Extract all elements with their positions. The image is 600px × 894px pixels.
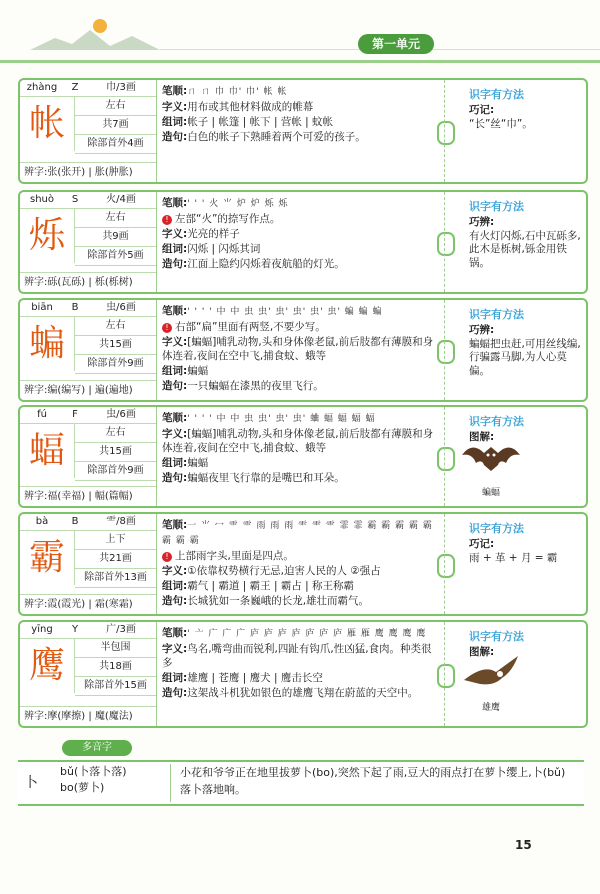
radical: ⻗/8画 [106, 516, 136, 527]
char-stats [75, 317, 156, 374]
char-card [18, 190, 588, 294]
sentence-label: 造句: [162, 687, 188, 699]
words: 帐子 | 帐篷 | 帐下 | 营帐 | 蚊帐 [187, 116, 334, 128]
duoyin-sentence: 小花和爷爷正在地里拔萝卜(bo),突然下起了雨,豆大的雨点打在萝卜缨上,卜(bǔ)落卜落地响。 [180, 766, 566, 796]
tip-title: 识字有方法 [469, 522, 524, 535]
sentence-label: 造句: [162, 131, 188, 143]
tip-text: 雨 + 革 + 月 = 霸 [469, 551, 558, 564]
stroke-order: ' ' ' ' 中 中 虫 虫' 虫' 虫' 蛐 蝠 蝠 蝠 蝠 [187, 414, 376, 424]
other-strokes: 除部首外4画 [75, 135, 156, 154]
warning-icon: ! [162, 323, 172, 333]
char-card [18, 298, 588, 402]
radical: 虫/6画 [106, 409, 136, 420]
sentence: 这架战斗机犹如银色的雄鹰飞翔在蔚蓝的天空中。 [187, 687, 419, 699]
total-strokes: 共15画 [75, 443, 156, 462]
tip-title: 识字有方法 [469, 415, 524, 428]
warning-text: 右部“扁”里面有两竖,不要少写。 [175, 321, 326, 333]
tip-label: 图解: [469, 431, 495, 443]
char-stats [75, 424, 156, 481]
strokes-label: 笔顺: [162, 519, 188, 531]
sentence: 江面上隐约闪烁着夜航船的灯光。 [187, 258, 345, 270]
strokes-label: 笔顺: [162, 412, 188, 424]
meaning: [蝙蝠]哺乳动物,头和身体像老鼠,前后肢都有薄膜和身体连着,夜间在空中飞,捕食蚊、蛾等 [162, 336, 434, 362]
sentence-label: 造句: [162, 258, 188, 270]
char-info [20, 300, 157, 400]
meaning-label: 字义: [162, 101, 188, 113]
image-caption: 雄鹰 [481, 703, 500, 713]
main-char: 霸 [20, 531, 75, 585]
strokes-label: 笔顺: [162, 85, 188, 97]
char-info [20, 514, 157, 614]
char-stats [75, 97, 156, 154]
tip-label: 巧记: [469, 538, 495, 550]
radical: 巾/3画 [106, 82, 136, 93]
unit-label: 第一单元 [358, 34, 434, 54]
char-details [162, 411, 440, 486]
structure: 左右 [75, 317, 156, 336]
structure: 左右 [75, 209, 156, 228]
tip-panel [444, 192, 587, 292]
page-number: 15 [515, 838, 532, 852]
sentence: 长城犹如一条巍峨的长龙,雄壮而霸气。 [187, 595, 370, 607]
sentence: 蝙蝠夜里飞行靠的是嘴巴和耳朵。 [187, 472, 345, 484]
radical: 火/4画 [106, 194, 136, 205]
tip-label: 图解: [469, 646, 495, 658]
index-letter: F [72, 409, 78, 420]
duoyin-char: 卜 [24, 775, 38, 791]
warning-text: 上部雨字头,里面是四点。 [175, 550, 294, 562]
bianzi: 辨字:张(张开) | 胀(肿胀) [20, 162, 156, 182]
mountain-decoration [0, 0, 600, 60]
words-label: 组词: [162, 365, 188, 377]
tip-label: 巧辨: [469, 216, 495, 228]
tip-title: 识字有方法 [469, 88, 524, 101]
tip-text: 有火灯闪烁,石中瓦砾多,此木是栎树,铄金用铁锅。 [469, 229, 581, 269]
image-caption: 蝙蝠 [481, 488, 500, 498]
words: 蝙蝠 [187, 457, 209, 469]
tip-label: 巧辨: [469, 324, 495, 336]
words-label: 组词: [162, 243, 188, 255]
warning-icon: ! [162, 215, 172, 225]
duoyin-reading-1: bǔ(卜落卜落) [60, 765, 127, 778]
words-label: 组词: [162, 580, 188, 592]
char-details [162, 626, 440, 701]
stroke-order: ' 亠 广 广 广 庐 庐 庐 庐 庐 庐 庐 雁 雁 鹰 鹰 鹰 鹰 [187, 629, 427, 639]
char-card [18, 78, 588, 184]
index-letter: B [71, 516, 79, 527]
stroke-order: ㄇ ㄇ 巾 巾' 巾' 帐 帐 [187, 87, 288, 97]
meaning-label: 字义: [162, 428, 188, 440]
char-stats [75, 209, 156, 266]
warning-icon: ! [162, 552, 172, 562]
structure: 上下 [75, 531, 156, 550]
tip-text: “长”丝“巾”。 [469, 117, 533, 130]
duoyin-reading-2: bo(萝卜) [60, 781, 105, 794]
char-info [20, 622, 157, 726]
bianzi: 辨字:福(幸福) | 幅(篇幅) [20, 486, 156, 506]
bianzi: 辨字:砾(瓦砾) | 栎(栎树) [20, 272, 156, 292]
pinyin: yīng [31, 624, 53, 635]
duoyin-readings [60, 764, 171, 802]
words: 雄鹰 | 苍鹰 | 鹰犬 | 鹰击长空 [187, 672, 323, 684]
structure: 左右 [75, 424, 156, 443]
tip-label: 巧记: [469, 104, 495, 116]
pinyin-row [20, 192, 156, 209]
pinyin: biān [31, 302, 53, 313]
header-divider [0, 60, 600, 63]
sentence-label: 造句: [162, 595, 188, 607]
total-strokes: 共21画 [75, 550, 156, 569]
index-letter: S [71, 194, 79, 205]
warning-text: 左部“火”的捺写作点。 [175, 213, 281, 225]
main-char: 鹰 [20, 639, 75, 693]
other-strokes: 除部首外13画 [75, 569, 156, 588]
total-strokes: 共18画 [75, 658, 156, 677]
index-letter: B [71, 302, 79, 313]
duoyin-tag: 多音字 [62, 740, 132, 756]
pinyin-row [20, 514, 156, 531]
bianzi: 辨字:摩(摩擦) | 魔(魔法) [20, 706, 156, 726]
index-letter: Z [71, 82, 79, 93]
other-strokes: 除部首外5画 [75, 247, 156, 266]
eagle-illustration [460, 650, 522, 696]
other-strokes: 除部首外9画 [75, 355, 156, 374]
char-info [20, 192, 157, 292]
sentence-label: 造句: [162, 472, 188, 484]
tip-text: 蝙蝠把虫赶,可用丝线编,行骗露马脚,为人心莫偏。 [469, 337, 581, 377]
pinyin: bà [35, 516, 49, 527]
sentence: 白色的帐子下熟睡着两个可爱的孩子。 [187, 131, 366, 143]
pinyin: zhàng [26, 82, 58, 93]
structure: 左右 [75, 97, 156, 116]
strokes-label: 笔顺: [162, 627, 188, 639]
pinyin: fú [37, 409, 47, 420]
main-char: 帐 [20, 97, 75, 151]
pinyin-row [20, 300, 156, 317]
words: 霸气 | 霸道 | 霸王 | 霸占 | 称王称霸 [187, 580, 355, 592]
pinyin-row [20, 622, 156, 639]
words-label: 组词: [162, 116, 188, 128]
bat-illustration [460, 435, 522, 481]
meaning: 鸟名,嘴弯曲而锐利,四趾有钩爪,性凶猛,食肉。种类很多 [162, 643, 432, 669]
stroke-order: ' ' ' 火 ⺌ 炉 炉 烁 烁 [187, 199, 289, 209]
structure: 半包围 [75, 639, 156, 658]
radical: 广/3画 [106, 624, 136, 635]
meaning-label: 字义: [162, 643, 188, 655]
duoyin-panel [18, 760, 584, 806]
index-letter: Y [71, 624, 79, 635]
stroke-order: ' ' ' ' 中 中 虫 虫' 虫' 虫' 虫' 虫' 蝙 蝙 蝙 [187, 307, 383, 317]
strokes-label: 笔顺: [162, 197, 188, 209]
words: 闪烁 | 闪烁其词 [187, 243, 261, 255]
total-strokes: 共15画 [75, 336, 156, 355]
char-info [20, 80, 157, 182]
meaning: 光亮的样子 [187, 228, 240, 240]
meaning: [蝙蝠]哺乳动物,头和身体像老鼠,前后肢都有薄膜和身体连着,夜间在空中飞,捕食蚊、蛾等 [162, 428, 434, 454]
radical: 虫/6画 [106, 302, 136, 313]
main-char: 蝠 [20, 424, 75, 478]
total-strokes: 共9画 [75, 228, 156, 247]
tip-title: 识字有方法 [469, 308, 524, 321]
main-char: 蝙 [20, 317, 75, 371]
tip-title: 识字有方法 [469, 630, 524, 643]
tip-title: 识字有方法 [469, 200, 524, 213]
stroke-order: 一 ⺌ 冖 ⻗ ⻗ 雨 雨 雨 ⻗ ⻗ ⻗ 霏 霏 霸 霸 霸 霸 霸 霸 霸 霸 [162, 521, 433, 546]
meaning-label: 字义: [162, 565, 188, 577]
char-stats [75, 639, 156, 696]
tip-panel [444, 300, 587, 400]
bianzi: 辨字:霞(霞光) | 霜(寒霜) [20, 594, 156, 614]
other-strokes: 除部首外9画 [75, 462, 156, 481]
char-stats [75, 531, 156, 588]
sentence-label: 造句: [162, 380, 188, 392]
char-info [20, 407, 157, 506]
pinyin-row [20, 80, 156, 97]
meaning: ①依靠权势横行无忌,迫害人民的人 ②强占 [187, 565, 381, 577]
pinyin: shuò [29, 194, 54, 205]
words-label: 组词: [162, 457, 188, 469]
char-details [162, 196, 440, 272]
tip-panel [444, 514, 587, 614]
words-label: 组词: [162, 672, 188, 684]
words: 蝙蝠 [187, 365, 209, 377]
char-details [162, 304, 440, 394]
char-card [18, 512, 588, 616]
bianzi: 辨字:编(编写) | 遍(遍地) [20, 380, 156, 400]
sentence: 一只蝙蝠在漆黑的夜里飞行。 [187, 380, 324, 392]
strokes-label: 笔顺: [162, 305, 188, 317]
meaning: 用布或其他材料做成的帷幕 [187, 101, 314, 113]
total-strokes: 共7画 [75, 116, 156, 135]
char-details [162, 518, 440, 609]
char-details [162, 84, 440, 145]
pinyin-row [20, 407, 156, 424]
tip-panel [444, 80, 587, 182]
meaning-label: 字义: [162, 336, 188, 348]
other-strokes: 除部首外15画 [75, 677, 156, 696]
page-header [0, 0, 600, 66]
meaning-label: 字义: [162, 228, 188, 240]
main-char: 烁 [20, 209, 75, 263]
